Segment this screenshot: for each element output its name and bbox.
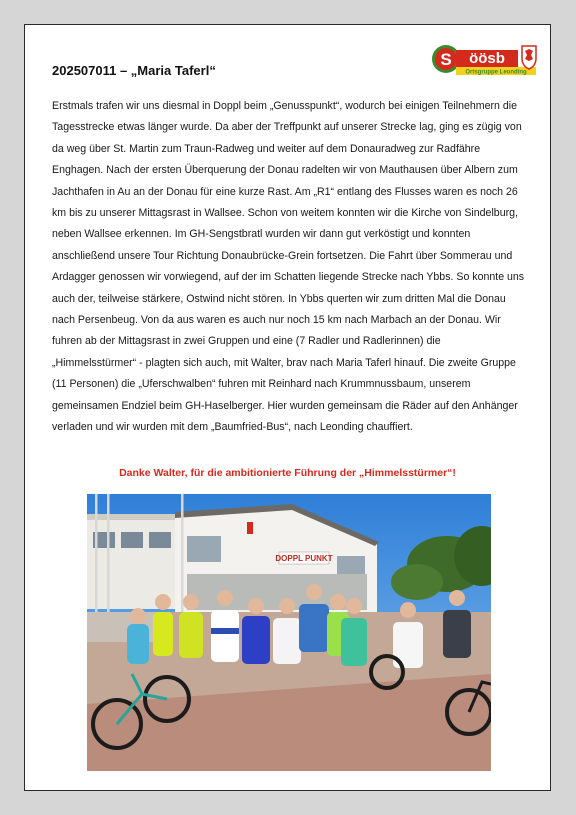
report-text: Erstmals trafen wir uns diesmal in Doppl beim „Genusspunkt“, wodurch bei einigen Teilnehmern die Tagesstrecke etwas länger wurde. Da aber der Treffpunkt auf unserer Strecke lag, ging es zügig von da weg über St. Martin zum Traun-Radweg und weiter auf dem Donauradweg zur Radfähre Enghagen. Nach der ersten Überquerung der Donau radelten wir von Mauthausen über Albern zum Jachthafen in Au an der Donau für eine kurze Rast. Am „R1“ entlang des Flusses waren es noch 26 km bis zu unserer Mittagsrast in Wallsee. Schon von weitem konnten wir die Kirche von Sindelburg, neben Wallsee erkennen. Im GH-Sengstbratl wurden wir dann gut verköstigt und konnten anschließend unsere Tour Richtung Donaubrücke-Grein fortsetzen. Die Fahrt über Sommerau und Ardagger genossen wir vorwiegend, auf der im Schatten liegende Strecke nach Ybbs. So konnte uns auch der, teilweise stärkere, Ostwind nicht stören. In Ybbs querten wir zum dritten Mal die Donau nach Persenbeug. Von da aus waren es auch nur noch 15 km nach Marbach an der Donau. Wir fuhren ab der Mittagsrast in zwei Gruppen und eine (7 Radler und Radlerinnen) die „Himmelsstürmer“ - plagten sich auch, mit Walter, brav nach Maria Taferl hinauf. Die zweite Gruppe (11 Personen) die „Uferschwalben“ fuhren mit Reinhard nach Krummnussbaum, unserem gemeinsamen Endziel beim GH-Haselberger. Hier wurden gemeinsam die Räder auf den Anhänger verladen und wir wurden mit dem „Baumfried-Bus“, nach Leonding chauffiert.: [52, 100, 525, 434]
coat-of-arms-icon: [522, 46, 536, 69]
oesb-logo: [430, 42, 540, 78]
page-title: 202507011 – „Maria Taferl“: [52, 63, 216, 78]
svg-text:S: S: [440, 50, 452, 69]
document-page: [24, 24, 551, 791]
thanks-line: Danke Walter, für die ambitionierte Führung der „Himmelsstürmer“!: [119, 467, 456, 479]
building-sign: DOPPL PUNKT: [275, 554, 333, 563]
logo-sub-text: Ortsgruppe Leonding: [465, 69, 527, 76]
logo-brand-text: öösb: [469, 50, 505, 67]
group-photo: [87, 494, 491, 771]
